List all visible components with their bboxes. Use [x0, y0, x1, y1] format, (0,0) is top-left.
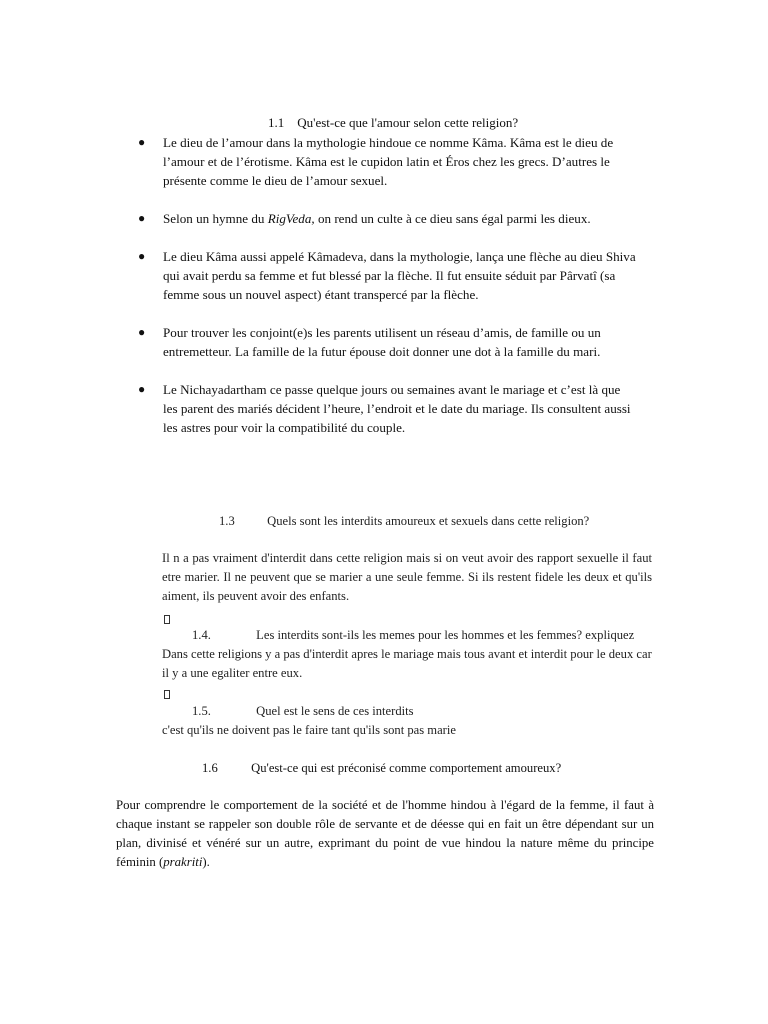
bullet-item	[136, 323, 636, 361]
heading-1-4-number: 1.4.	[192, 628, 211, 642]
bullet-text-before: Selon un hymne du	[163, 211, 268, 226]
heading-1-3	[219, 512, 589, 531]
final-paragraph	[116, 796, 654, 872]
bullet-item	[136, 247, 636, 304]
heading-1-4	[192, 626, 634, 645]
heading-1-4-title: Les interdits sont-ils les memes pour les hommes et les femmes? expliquez	[256, 628, 635, 642]
bullet-list	[136, 133, 636, 437]
final-paragraph-after: ).	[202, 855, 210, 869]
answer-1-3: Il n a pas vraiment d'interdit dans cette religion mais si on veut avoir des rapport sexuelle il faut etre marier. Il ne peuvent que se marier a une seule femme. Si ils restent fidele les deux et qu'ils aiment, ils peuvent avoir des enfants.	[162, 551, 652, 603]
bullet-text-after: on rend un culte à ce dieu sans égal parmi les dieux.	[314, 211, 591, 226]
heading-1-6	[202, 759, 561, 778]
box-glyph-icon	[164, 611, 170, 629]
bullet-text: Pour trouver les conjoint(e)s les parents utilisent un réseau d’amis, de famille ou un entremetteur. La famille de la futur épouse doit donner une dot à la famille du mari.	[163, 325, 601, 359]
bullet-dot-icon: ●	[138, 249, 146, 263]
heading-1-1-title: Qu'est-ce que l'amour selon cette religion?	[297, 115, 519, 130]
answer-1-4: Dans cette religions y a pas d'interdit apres le mariage mais tous avant et interdit pour le deux car il y a une egaliter entre eux.	[162, 647, 652, 680]
heading-1-3-title: Quels sont les interdits amoureux et sexuels dans cette religion?	[267, 514, 590, 528]
heading-1-3-number: 1.3	[219, 514, 235, 528]
bullet-dot-icon: ●	[138, 135, 146, 149]
bullet-item	[136, 380, 636, 437]
final-paragraph-before: Pour comprendre le comportement de la société et de l'homme hindou à l'égard de la femme, il faut à chaque instant se rappeler son double rôle de servante et de déesse qui en fait un être dépendant sur un plan, divinisé et vénéré sur un autre, exprimant du point de vue hindou la nature même du principe féminin (	[116, 798, 654, 869]
answer-1-5: c'est qu'ils ne doivent pas le faire tant qu'ils sont pas marie	[162, 723, 456, 737]
bullet-dot-icon: ●	[138, 325, 146, 339]
bullet-item	[136, 209, 636, 228]
heading-1-5-number: 1.5.	[192, 704, 211, 718]
box-glyph-icon	[164, 686, 170, 704]
bullet-dot-icon: ●	[138, 382, 146, 396]
heading-1-1-number: 1.1	[268, 115, 285, 130]
final-paragraph-italic: prakriti	[163, 855, 203, 869]
bullet-item	[136, 133, 636, 190]
bullet-text-italic: RigVeda,	[267, 211, 315, 226]
heading-1-5-title: Quel est le sens de ces interdits	[256, 704, 414, 718]
heading-1-6-number: 1.6	[202, 761, 218, 775]
heading-1-5	[192, 702, 414, 721]
heading-1-1	[268, 113, 518, 132]
bullet-text: Le Nichayadartham ce passe quelque jours ou semaines avant le mariage et c’est là que les parent des mariés décident l’heure, l’endroit et le date du mariage. Ils consultent aussi les astres pour voir la compatibilité du couple.	[163, 382, 631, 435]
heading-1-6-title: Qu'est-ce qui est préconisé comme comportement amoureux?	[251, 761, 562, 775]
bullet-text: Le dieu Kâma aussi appelé Kâmadeva, dans la mythologie, lança une flèche au dieu Shiva qui avait perdu sa femme et fut blessé par la flèche. Il fut ensuite séduit par Pârvatî (sa femme sous un nouvel aspect) étant transpercé par la flèche.	[163, 249, 636, 302]
bullet-dot-icon: ●	[138, 211, 146, 225]
bullet-text: Le dieu de l’amour dans la mythologie hindoue ce nomme Kâma. Kâma est le dieu de l’amour et de l’érotisme. Kâma est le cupidon latin et Éros chez les grecs. D’autres le présente comme le dieu de l’amour sexuel.	[163, 135, 614, 188]
